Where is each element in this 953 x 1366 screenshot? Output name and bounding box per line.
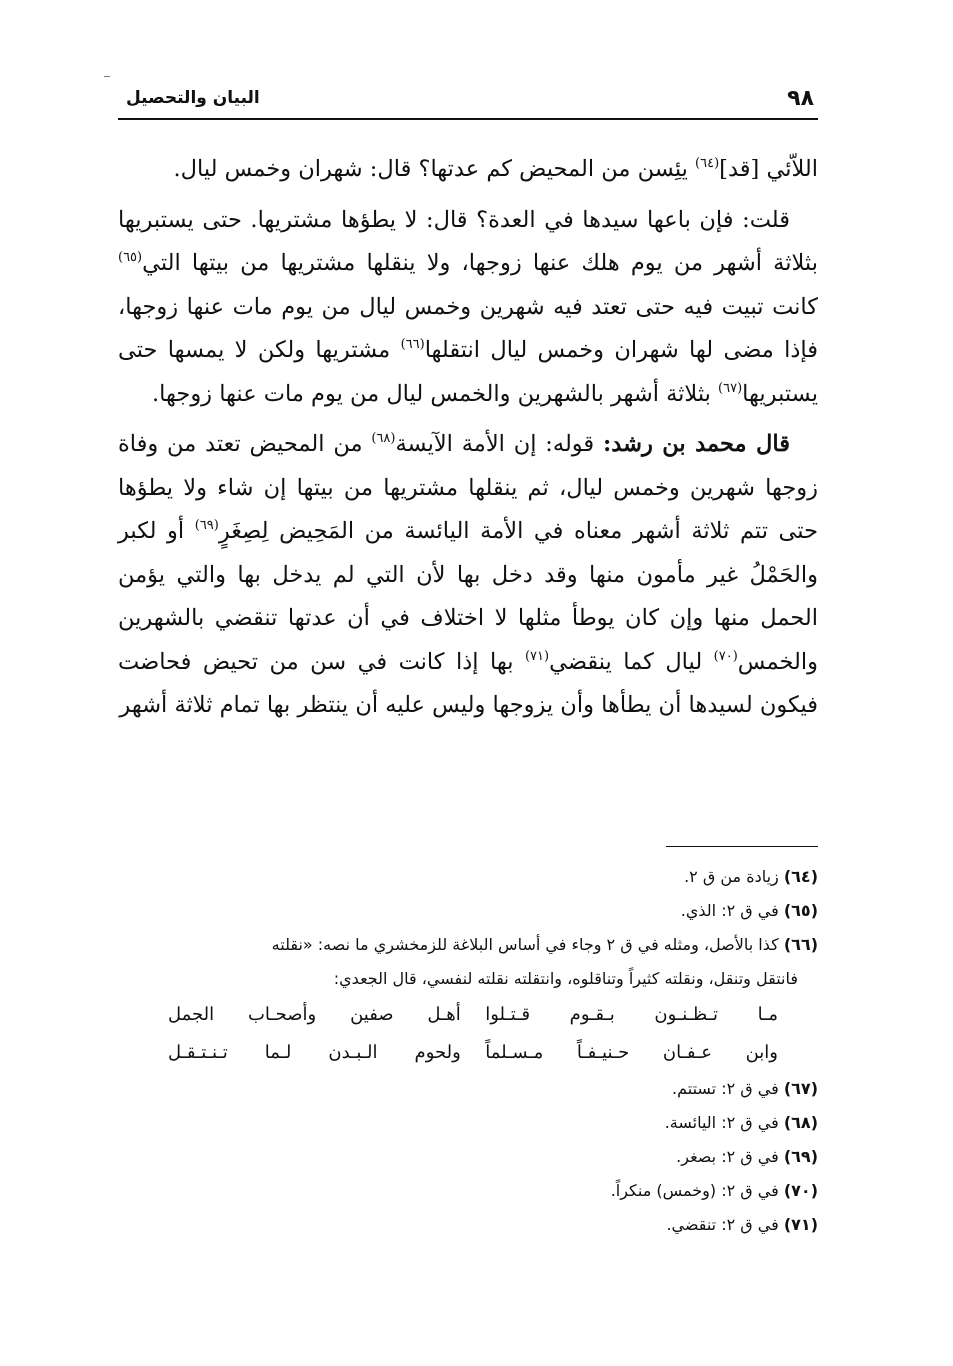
text-run: اللاّئي [قد] bbox=[719, 156, 818, 182]
footnote-number: (٦٧) bbox=[783, 1079, 818, 1098]
footnote-ref-69[interactable]: (٦٩) bbox=[194, 518, 219, 533]
footnote-ref-66[interactable]: (٦٦) bbox=[400, 337, 425, 352]
footnote-text: زيادة من ق ٢. bbox=[684, 867, 784, 886]
footnote-separator bbox=[666, 846, 818, 847]
footnote-ref-65[interactable]: (٦٥) bbox=[118, 250, 143, 265]
footnote-number: (٦٥) bbox=[783, 901, 818, 920]
footnote-64 bbox=[118, 860, 818, 894]
text-run: بها إذا كانت في سن من تحيض فحاضت فيكون لسيدها أن يطأها وأن يزوجها وليس عليه أن ينتظر بها تمام ثلاثة أشهر bbox=[118, 648, 818, 718]
main-text bbox=[118, 148, 818, 728]
footnote-number: (٧١) bbox=[783, 1215, 818, 1234]
text-run: يئِسن من المحيض كم عدتها؟ قال: شهران وخمس ليال. bbox=[173, 156, 696, 182]
verse-1-first-hemistich: مـا تـظـنـون بـقـوم قـتـلوا bbox=[485, 1004, 778, 1025]
paragraph-1 bbox=[118, 148, 818, 192]
verse-2-first-hemistich: وابن عـفـان حـنيـفـاً مـسـلماً bbox=[485, 1042, 778, 1063]
text-run: كانت تبيت فيه حتى تعتد فيه شهرين وخمس ليال من يوم مات عنها زوجها، فإذا مضى لها شهران وخمس ليال انتقلها bbox=[118, 293, 818, 363]
footnotes bbox=[118, 860, 818, 1242]
footnote-number: (٦٩) bbox=[783, 1147, 818, 1166]
header-rule bbox=[118, 118, 818, 120]
footnote-70 bbox=[118, 1174, 818, 1208]
footnote-68 bbox=[118, 1106, 818, 1140]
commentator-lead: قال محمد بن رشد: bbox=[602, 431, 790, 457]
footnote-66 bbox=[118, 928, 818, 962]
poem-verse-1 bbox=[118, 996, 818, 1034]
footnote-text: في ق ٢: (وخمس) منكراً. bbox=[610, 1181, 784, 1200]
text-run: من المحيض تعتد من وفاة زوجها شهرين وخمس ليال، ثم ينقلها مشتريها من بيتها إن شاء ولا يطؤها حتى تتم ثلاثة أشهر معناه في الأمة اليائسة من المَحِيض لِصِغَرٍ bbox=[118, 431, 818, 544]
running-title: البيان والتحصيل bbox=[126, 88, 260, 108]
footnote-65 bbox=[118, 894, 818, 928]
poem-verse-2 bbox=[118, 1034, 818, 1072]
footnote-text: في ق ٢: الذي. bbox=[680, 901, 784, 920]
page-header bbox=[118, 84, 818, 118]
footnote-text: كذا بالأصل، ومثله في ق ٢ وجاء في أساس البلاغة للزمخشري ما نصه: «نقلته bbox=[271, 935, 784, 954]
footnote-number: (٧٠) bbox=[783, 1181, 818, 1200]
footnote-71 bbox=[118, 1208, 818, 1242]
text-run: قوله: إن الأمة الآيسة bbox=[395, 431, 603, 457]
footnote-number: (٦٨) bbox=[783, 1113, 818, 1132]
footnote-ref-71[interactable]: (٧١) bbox=[524, 648, 550, 664]
footnote-66-continued: فانتقل وتنقل، ونقلته كثيراً وتناقلوه، وانتقلته نقلته لنفسي، قال الجعدي: bbox=[333, 969, 798, 988]
text-run: قلت: فإن باعها سيدها في العدة؟ قال: لا يطؤها مشتريها. حتى يستبريها بثلاثة أشهر من يوم هلك عنها زوجها، ولا ينقلها مشتريها من بيتها التي bbox=[118, 206, 818, 276]
footnote-ref-68[interactable]: (٦٨) bbox=[371, 431, 396, 446]
text-run: أو لكبر والحَمْلُ غير مأمون منها وقد دخل بها لأن التي لم يدخل بها والتي يؤمن الحمل منها وإن كان يوطأ مثلها لا اختلاف في أن عدتها تنقضي بالشهرين والخمس bbox=[118, 518, 818, 675]
footnote-67 bbox=[118, 1072, 818, 1106]
footnote-ref-67[interactable]: (٦٧) bbox=[718, 380, 743, 396]
footnote-text: في ق ٢: اليائسة. bbox=[664, 1113, 784, 1132]
footnote-ref-64[interactable]: (٦٤) bbox=[695, 156, 720, 171]
footnote-text: في ق ٢: تستتم. bbox=[672, 1079, 784, 1098]
page-number: ٩٨ bbox=[787, 86, 814, 111]
text-run: ليال كما ينقضي bbox=[549, 648, 714, 675]
footnote-text: في ق ٢: بصغر. bbox=[676, 1147, 784, 1166]
verse-1-second-hemistich: أهـل صفين وأصحـاب الجمل bbox=[168, 1004, 461, 1025]
footnote-ref-70[interactable]: (٧٠) bbox=[713, 648, 738, 664]
paragraph-2 bbox=[118, 199, 818, 417]
footnote-69 bbox=[118, 1140, 818, 1174]
footnote-text: في ق ٢: تنقضي. bbox=[666, 1215, 784, 1234]
text-run: بثلاثة أشهر بالشهرين والخمس ليال من يوم مات عنها زوجها. bbox=[152, 380, 719, 407]
scan-speck bbox=[104, 76, 110, 77]
text-run: مشتريها ولكن لا يمسها حتى يستبريها bbox=[118, 337, 818, 407]
footnote-number: (٦٤) bbox=[783, 867, 818, 886]
verse-2-second-hemistich: ولحوم الـبـدن لـما تـنـتـقـل bbox=[168, 1042, 461, 1063]
footnote-number: (٦٦) bbox=[783, 935, 818, 954]
paragraph-3 bbox=[118, 423, 818, 728]
